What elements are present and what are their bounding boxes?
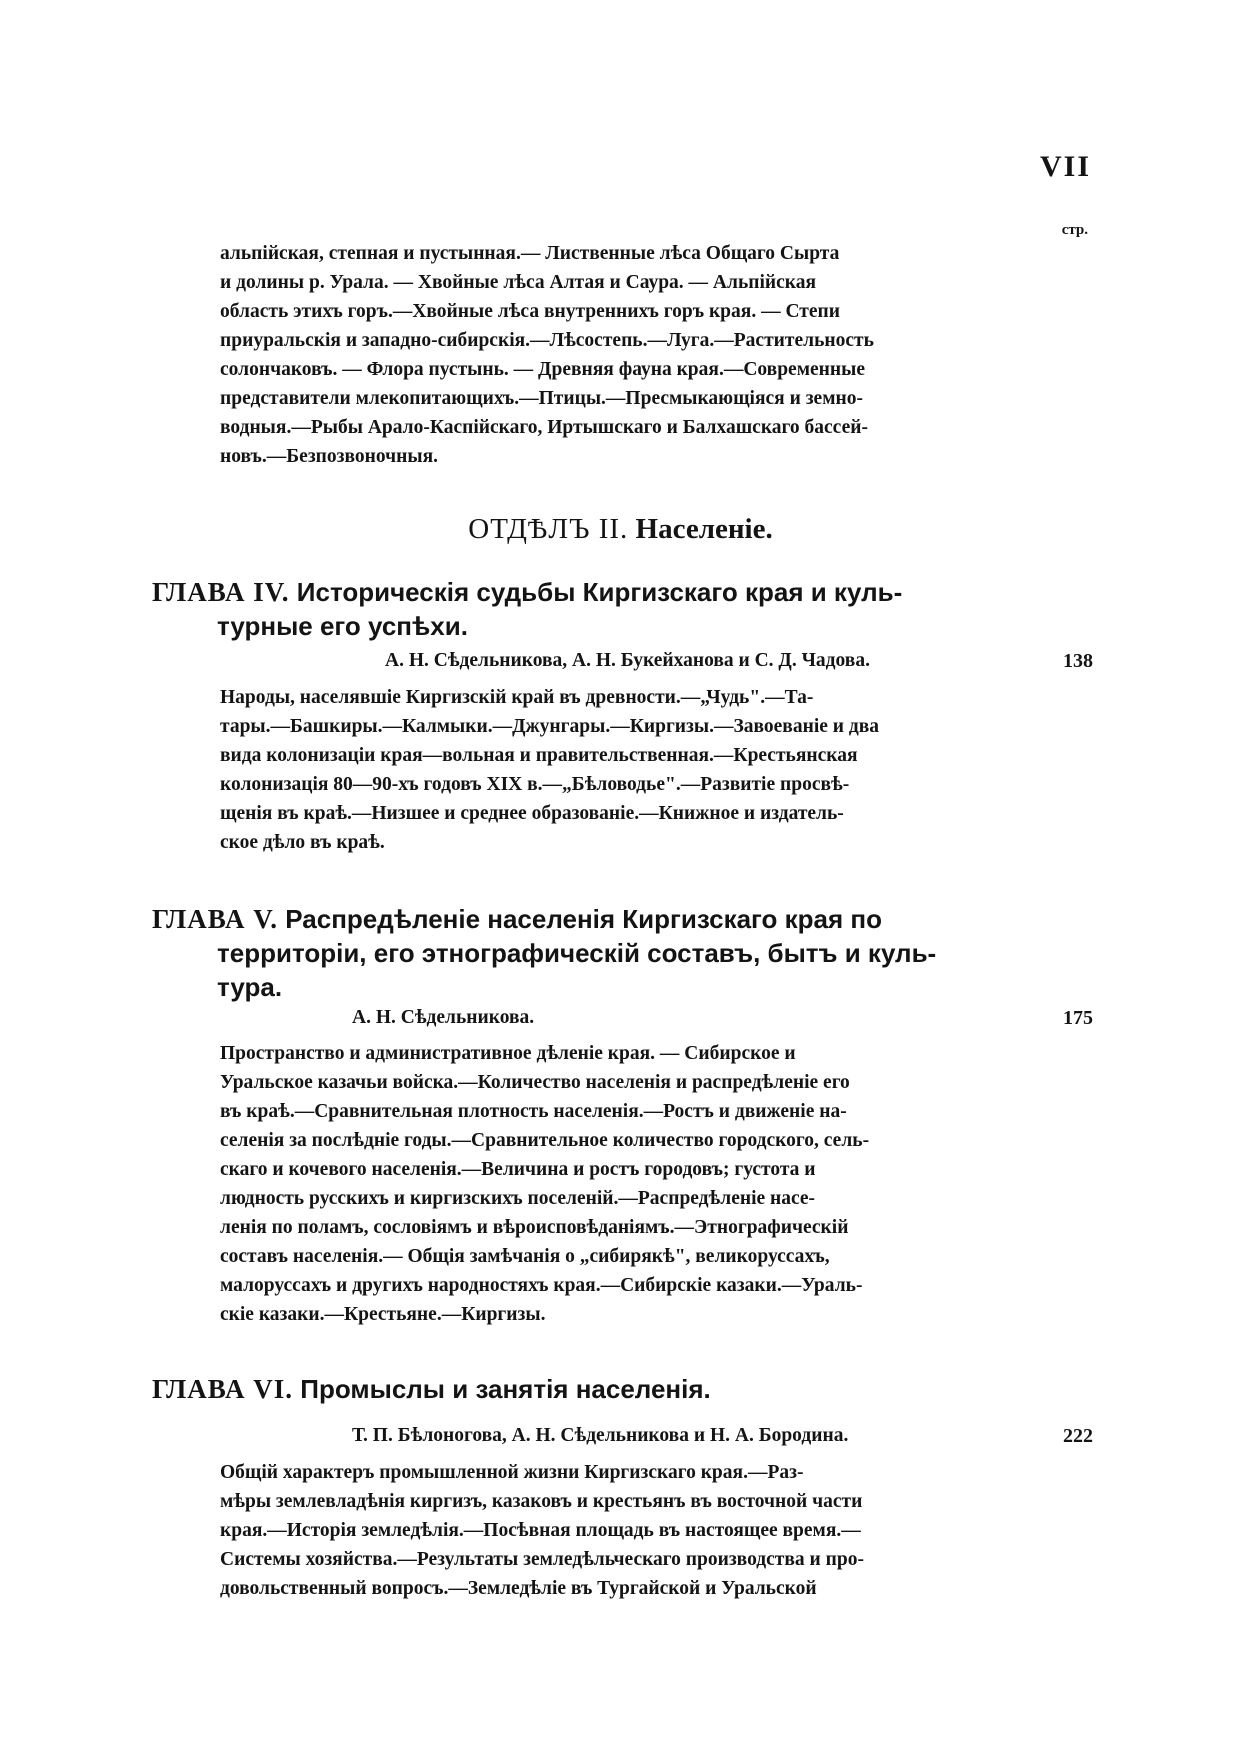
chapter-heading [152, 902, 1032, 1004]
chapter-summary [220, 683, 1020, 857]
summary-line: представители млекопитающихъ.—Птицы.—Пресмыкающіяся и земно- [220, 388, 863, 409]
chapter-number: ГЛАВА VI. [152, 1374, 294, 1404]
summary-line: водныя.—Рыбы Арало-Каспійскаго, Иртышскаго и Балхашскаго бассей- [220, 417, 868, 438]
chapter-heading [152, 1372, 1032, 1406]
summary-line: Общій характеръ промышленной жизни Киргизскаго края.—Раз- [220, 1462, 804, 1483]
chapter-title-cont: турные его успѣхи. [217, 611, 468, 641]
summary-line: ское дѣло въ краѣ. [220, 832, 385, 853]
chapter-authors: Т. П. Бѣлоногова, А. Н. Сѣдельникова и Н. А. Бородина. [352, 1425, 849, 1446]
summary-line: приуральскія и западно-сибирскія.—Лѣсостепь.—Луга.—Растительность [220, 330, 874, 351]
section-lead: ОТДѢЛЪ II. [468, 513, 629, 545]
chapter-title-cont: территоріи, его этнографическій составъ, бытъ и куль- [217, 938, 937, 968]
summary-line: Народы, населявшіе Киргизскій край въ древности.—„Чудь".—Та- [220, 687, 814, 708]
chapter-page-number: 138 [1063, 650, 1093, 672]
chapter-title-cont: тура. [217, 972, 283, 1002]
summary-line: людность русскихъ и киргизскихъ поселеній.—Распредѣленіе насе- [220, 1188, 816, 1209]
summary-line: мѣры землевладѣнія киргизъ, казаковъ и крестьянъ въ восточной части [220, 1491, 863, 1512]
chapter-authors: А. Н. Сѣдельникова. [352, 1007, 535, 1028]
chapter-authors: А. Н. Сѣдельникова, А. Н. Букейханова и С. Д. Чадова. [385, 650, 870, 671]
section-title [0, 513, 1241, 546]
summary-line: Уральское казачьи войска.—Количество населенія и распредѣленіе его [220, 1072, 850, 1093]
chapter-summary [220, 1039, 1020, 1329]
chapter-summary [220, 1458, 1020, 1603]
summary-line: края.—Исторія земледѣлія.—Посѣвная площадь въ настоящее время.— [220, 1520, 861, 1541]
summary-line: ленія по поламъ, сословіямъ и вѣроисповѣданіямъ.—Этнографическій [220, 1217, 849, 1238]
summary-line: тары.—Башкиры.—Калмыки.—Джунгары.—Киргизы.—Завоеваніе и два [220, 716, 880, 737]
summary-line: составъ населенія.— Общія замѣчанія о „сибирякѣ", великоруссахъ, [220, 1246, 830, 1267]
summary-line: Пространство и административное дѣленіе края. — Сибирское и [220, 1043, 796, 1064]
chapter-title: Промыслы и занятія населенія. [300, 1374, 711, 1404]
summary-line: скаго и кочевого населенія.—Величина и ростъ городовъ; густота и [220, 1159, 816, 1180]
chapter-title: Историческія судьбы Киргизскаго края и куль- [296, 577, 903, 607]
chapter-number: ГЛАВА V. [152, 904, 279, 934]
summary-line: колонизація 80—90-хъ годовъ XIX в.—„Бѣловодье".—Развитіе просвѣ- [220, 774, 850, 795]
chapter-number: ГЛАВА IV. [152, 577, 290, 607]
page-roman-numeral: VII [1039, 150, 1091, 183]
summary-line: довольственный вопросъ.—Земледѣліе въ Тургайской и Уральской [220, 1578, 817, 1599]
summary-line: область этихъ горъ.—Хвойные лѣса внутреннихъ горъ края. — Степи [220, 301, 840, 322]
summary-line: альпійская, степная и пустынная.— Лиственные лѣса Общаго Сырта [220, 243, 840, 264]
summary-line: вида колонизаціи края—вольная и правительственная.—Крестьянская [220, 745, 858, 766]
chapter-page-number: 222 [1063, 1425, 1093, 1447]
page-column-label: стр. [1061, 222, 1088, 238]
summary-line: малоруссахъ и другихъ народностяхъ края.—Сибирскіе казаки.—Ураль- [220, 1275, 863, 1296]
section-name: Населеніе. [635, 513, 773, 545]
summary-line: щенія въ краѣ.—Низшее и среднее образованіе.—Книжное и издатель- [220, 803, 844, 824]
summary-line: новъ.—Безпозвоночныя. [220, 446, 439, 467]
summary-line: солончаковъ. — Флора пустынь. — Древняя фауна края.—Современные [220, 359, 865, 380]
summary-line: и долины р. Урала. — Хвойные лѣса Алтая и Саура. — Альпійская [220, 272, 817, 293]
chapter-title: Распредѣленіе населенія Киргизскаго края по [285, 904, 882, 934]
chapter-heading [152, 575, 1032, 643]
summary-line: въ краѣ.—Сравнительная плотность населенія.—Ростъ и движеніе на- [220, 1101, 847, 1122]
summary-line: Системы хозяйства.—Результаты земледѣльческаго производства и про- [220, 1549, 864, 1570]
summary-line: скіе казаки.—Крестьяне.—Киргизы. [220, 1304, 546, 1325]
intro-summary [220, 239, 1020, 471]
summary-line: селенія за послѣдніе годы.—Сравнительное количество городского, сель- [220, 1130, 870, 1151]
chapter-page-number: 175 [1063, 1007, 1093, 1029]
